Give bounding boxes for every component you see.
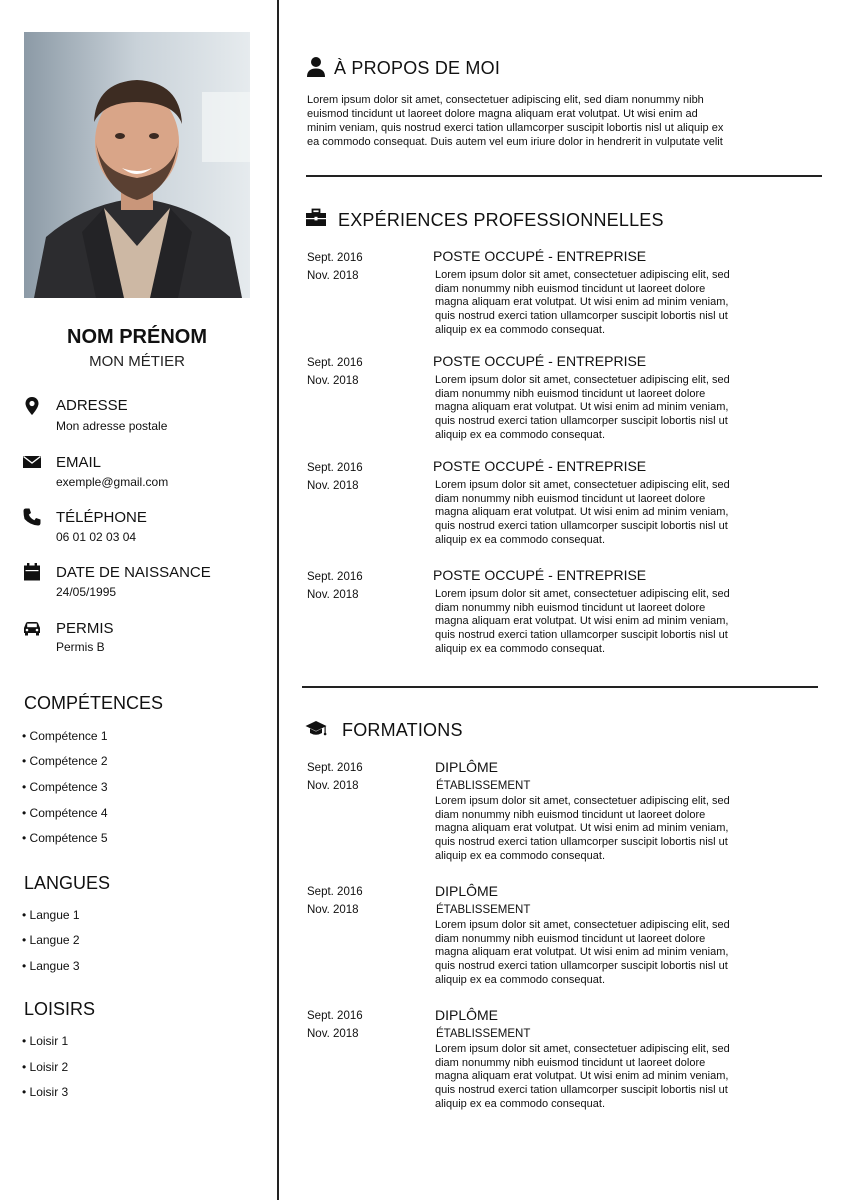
about-title: À PROPOS DE MOI — [334, 58, 501, 78]
desc-line: aliquip ex ea commodo consequat. — [435, 973, 605, 986]
education-dates — [307, 883, 363, 919]
skill-item: • Compétence 1 — [22, 729, 108, 743]
date-end: Nov. 2018 — [307, 780, 359, 792]
date-start: Sept. 2016 — [307, 762, 363, 774]
contact-address-value: Mon adresse postale — [56, 419, 168, 433]
desc-line: aliquip ex ea commodo consequat. — [435, 533, 605, 546]
desc-line: diam nonummy nibh euismod tincidunt ut laoreet dolore — [435, 932, 706, 945]
desc-line: diam nonummy nibh euismod tincidunt ut laoreet dolore — [435, 387, 706, 400]
calendar-icon — [22, 562, 42, 582]
desc-line: aliquip ex ea commodo consequat. — [435, 1097, 605, 1110]
profile-job: MON MÉTIER — [89, 353, 185, 370]
desc-line: magna aliquam erat volutpat. Ut wisi enim ad minim veniam, — [435, 822, 729, 835]
education-dates — [307, 1007, 363, 1043]
education-degree-2: DIPLÔME — [435, 883, 499, 899]
graduation-cap-icon — [305, 718, 327, 740]
skills-title: COMPÉTENCES — [24, 693, 164, 713]
desc-line: magna aliquam erat volutpat. Ut wisi enim ad minim veniam, — [435, 1070, 729, 1083]
desc-line: Lorem ipsum dolor sit amet, consectetuer adipiscing elit, sed — [435, 269, 730, 281]
phone-icon — [22, 507, 42, 527]
experience-dates — [307, 459, 363, 495]
profile-name: NOM PRÉNOM — [67, 326, 207, 348]
language-item: • Langue 2 — [22, 933, 80, 947]
car-icon — [22, 618, 42, 638]
skill-item: • Compétence 4 — [22, 806, 108, 820]
experience-desc-1 — [435, 269, 755, 338]
hobby-item: • Loisir 3 — [22, 1085, 69, 1099]
section-divider-experience — [302, 686, 818, 688]
education-school-3: ÉTABLISSEMENT — [436, 1028, 531, 1040]
education-desc-1 — [435, 795, 755, 864]
education-title: FORMATIONS — [342, 720, 463, 740]
profile-photo — [24, 32, 250, 298]
desc-line: diam nonummy nibh euismod tincidunt ut laoreet dolore — [435, 492, 706, 505]
desc-line: magna aliquam erat volutpat. Ut wisi enim ad minim veniam, — [435, 615, 729, 628]
experience-desc-4 — [435, 588, 755, 657]
desc-line: magna aliquam erat volutpat. Ut wisi enim ad minim veniam, — [435, 946, 729, 959]
experience-title-4: POSTE OCCUPÉ - ENTREPRISE — [433, 567, 647, 583]
desc-line: Lorem ipsum dolor sit amet, consectetuer adipiscing elit, sed — [435, 795, 730, 807]
experience-dates — [307, 249, 363, 285]
date-start: Sept. 2016 — [307, 252, 363, 264]
education-dates — [307, 759, 363, 795]
language-item: • Langue 1 — [22, 908, 80, 922]
date-start: Sept. 2016 — [307, 886, 363, 898]
desc-line: Lorem ipsum dolor sit amet, consectetuer adipiscing elit, sed — [435, 588, 730, 600]
desc-line: quis nostrud exerci tation ullamcorper suscipit lobortis nisl ut — [435, 520, 728, 533]
education-degree-3: DIPLÔME — [435, 1007, 499, 1023]
desc-line: quis nostrud exerci tation ullamcorper suscipit lobortis nisl ut — [435, 1084, 728, 1097]
contact-email-label: EMAIL — [56, 454, 102, 471]
desc-line: aliquip ex ea commodo consequat. — [435, 642, 605, 655]
desc-line: diam nonummy nibh euismod tincidunt ut laoreet dolore — [435, 282, 706, 295]
desc-line: quis nostrud exerci tation ullamcorper suscipit lobortis nisl ut — [435, 836, 728, 849]
experience-desc-2 — [435, 374, 755, 443]
education-desc-2 — [435, 919, 755, 988]
contact-phone-value: 06 01 02 03 04 — [56, 530, 137, 544]
contact-birthdate-value: 24/05/1995 — [56, 585, 117, 599]
experience-title-3: POSTE OCCUPÉ - ENTREPRISE — [433, 458, 647, 474]
experience-desc-3 — [435, 479, 755, 548]
languages-title: LANGUES — [24, 873, 111, 893]
hobby-item: • Loisir 2 — [22, 1060, 69, 1074]
desc-line: aliquip ex ea commodo consequat. — [435, 428, 605, 441]
desc-line: magna aliquam erat volutpat. Ut wisi enim ad minim veniam, — [435, 506, 729, 519]
date-end: Nov. 2018 — [307, 904, 359, 916]
desc-line: quis nostrud exerci tation ullamcorper suscipit lobortis nisl ut — [435, 960, 728, 973]
experience-title: EXPÉRIENCES PROFESSIONNELLES — [338, 210, 664, 230]
about-line: ea commodo consequat. Duis autem vel eum iriure dolor in hendrerit in vulputate velit — [307, 136, 723, 148]
desc-line: diam nonummy nibh euismod tincidunt ut laoreet dolore — [435, 1056, 706, 1069]
desc-line: aliquip ex ea commodo consequat. — [435, 323, 605, 336]
desc-line: quis nostrud exerci tation ullamcorper suscipit lobortis nisl ut — [435, 415, 728, 428]
language-item: • Langue 3 — [22, 959, 80, 973]
date-end: Nov. 2018 — [307, 375, 359, 387]
contact-licence-label: PERMIS — [56, 620, 114, 637]
date-end: Nov. 2018 — [307, 480, 359, 492]
date-start: Sept. 2016 — [307, 462, 363, 474]
experience-title-2: POSTE OCCUPÉ - ENTREPRISE — [433, 353, 647, 369]
desc-line: Lorem ipsum dolor sit amet, consectetuer adipiscing elit, sed — [435, 1043, 730, 1055]
experience-title-1: POSTE OCCUPÉ - ENTREPRISE — [433, 248, 647, 264]
location-pin-icon — [22, 396, 42, 416]
desc-line: aliquip ex ea commodo consequat. — [435, 849, 605, 862]
education-school-1: ÉTABLISSEMENT — [436, 780, 531, 792]
desc-line: magna aliquam erat volutpat. Ut wisi enim ad minim veniam, — [435, 296, 729, 309]
briefcase-icon — [305, 207, 327, 229]
desc-line: magna aliquam erat volutpat. Ut wisi enim ad minim veniam, — [435, 401, 729, 414]
column-divider — [277, 0, 279, 1200]
date-end: Nov. 2018 — [307, 1028, 359, 1040]
contact-email-value: exemple@gmail.com — [56, 475, 169, 489]
about-line: Lorem ipsum dolor sit amet, consectetuer adipiscing elit, sed diam nonummy nibh — [307, 94, 704, 106]
about-line: euismod tincidunt ut laoreet dolore magna aliquam erat volutpat. Ut wisi enim ad — [307, 108, 698, 120]
experience-dates — [307, 568, 363, 604]
desc-line: Lorem ipsum dolor sit amet, consectetuer adipiscing elit, sed — [435, 374, 730, 386]
skill-item: • Compétence 2 — [22, 754, 108, 768]
skill-item: • Compétence 3 — [22, 780, 108, 794]
experience-dates — [307, 354, 363, 390]
person-icon — [305, 56, 327, 78]
skill-item: • Compétence 5 — [22, 831, 108, 845]
contact-phone-label: TÉLÉPHONE — [56, 509, 147, 526]
contact-address-label: ADRESSE — [56, 397, 128, 414]
date-start: Sept. 2016 — [307, 571, 363, 583]
desc-line: Lorem ipsum dolor sit amet, consectetuer adipiscing elit, sed — [435, 919, 730, 931]
contact-licence-value: Permis B — [56, 640, 105, 654]
education-school-2: ÉTABLISSEMENT — [436, 904, 531, 916]
date-start: Sept. 2016 — [307, 1010, 363, 1022]
contact-birthdate-label: DATE DE NAISSANCE — [56, 564, 211, 581]
desc-line: quis nostrud exerci tation ullamcorper suscipit lobortis nisl ut — [435, 629, 728, 642]
hobbies-title: LOISIRS — [24, 999, 96, 1019]
about-line: minim veniam, quis nostrud exerci tation ullamcorper suscipit lobortis nisl ut aliquip ex — [307, 122, 724, 134]
desc-line: diam nonummy nibh euismod tincidunt ut laoreet dolore — [435, 601, 706, 614]
desc-line: quis nostrud exerci tation ullamcorper suscipit lobortis nisl ut — [435, 310, 728, 323]
education-desc-3 — [435, 1043, 755, 1112]
date-end: Nov. 2018 — [307, 270, 359, 282]
desc-line: diam nonummy nibh euismod tincidunt ut laoreet dolore — [435, 808, 706, 821]
education-degree-1: DIPLÔME — [435, 759, 499, 775]
date-start: Sept. 2016 — [307, 357, 363, 369]
desc-line: Lorem ipsum dolor sit amet, consectetuer adipiscing elit, sed — [435, 479, 730, 491]
date-end: Nov. 2018 — [307, 589, 359, 601]
section-divider-about — [306, 175, 822, 177]
envelope-icon — [22, 452, 42, 472]
hobby-item: • Loisir 1 — [22, 1034, 69, 1048]
about-text — [307, 93, 767, 149]
